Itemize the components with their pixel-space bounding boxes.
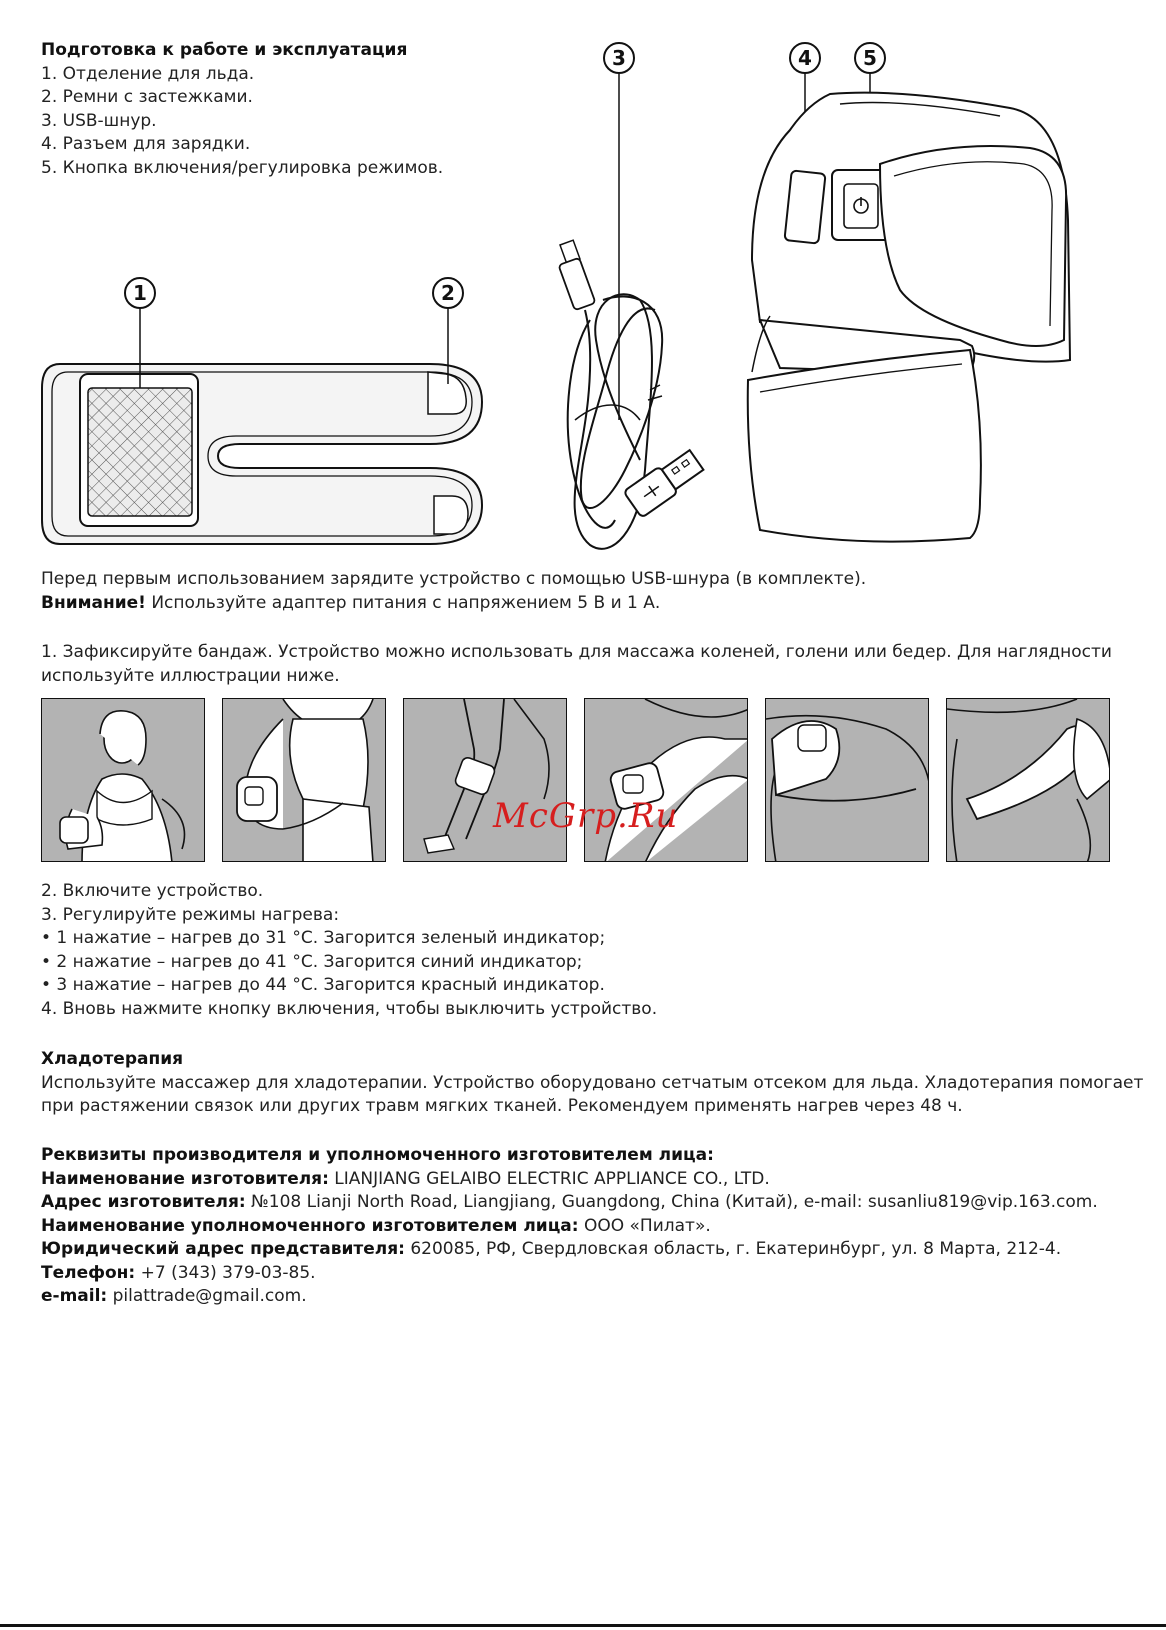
step-line: 4. Вновь нажмите кнопку включения, чтобы выключить устройство. — [41, 998, 658, 1019]
section-heading: Подготовка к работе и эксплуатация — [41, 40, 408, 60]
page-bottom-rule — [0, 1624, 1166, 1627]
manufacturer-row — [41, 1238, 1098, 1262]
step-line: • 3 нажатие – нагрев до 44 °C. Загорится красный индикатор. — [41, 975, 605, 995]
row-label: e-mail: — [41, 1286, 108, 1306]
watermark: McGrp.Ru — [493, 796, 679, 836]
manufacturer-row — [41, 1215, 1098, 1239]
section-heading: Реквизиты производителя и уполномоченного изготовителем лица: — [41, 1145, 714, 1165]
parts-list-item: 5. Кнопка включения/регулировка режимов. — [41, 157, 444, 178]
charging-section — [41, 568, 866, 615]
usage-illustration — [947, 699, 1110, 862]
step1-line: 1. Зафиксируйте бандаж. Устройство можно использовать для массажа коленей, голени или бедер. Для наглядности — [41, 642, 1112, 662]
warning-text: Используйте адаптер питания с напряжением 5 В и 1 А. — [145, 592, 661, 613]
step-line: 3. Регулируйте режимы нагрева: — [41, 904, 340, 925]
parts-list-item: 4. Разъем для зарядки. — [41, 134, 251, 154]
usage-illustration — [404, 699, 567, 862]
step1-section — [41, 641, 1112, 688]
steps-section — [41, 880, 657, 1021]
manufacturer-row — [41, 1191, 1098, 1215]
parts-list-item: 2. Ремни с застежками. — [41, 87, 253, 107]
usage-illustration — [42, 699, 205, 862]
cold-therapy-section — [41, 1048, 1143, 1119]
row-label: Адрес изготовителя: — [41, 1192, 246, 1212]
step-line: 2. Включите устройство. — [41, 881, 264, 901]
callout-5-label: 5 — [863, 46, 877, 70]
usage-panel-elbow — [222, 698, 386, 862]
parts-list-item: 3. USB-шнур. — [41, 110, 157, 131]
manufacturer-row — [41, 1285, 1098, 1309]
usage-panel-shoulder-back — [946, 698, 1110, 862]
row-value: LIANJIANG GELAIBO ELECTRIC APPLIANCE CO., LTD. — [328, 1168, 770, 1189]
usage-panel-knee — [403, 698, 567, 862]
manufacturer-row — [41, 1262, 1098, 1286]
manufacturer-section — [41, 1144, 1098, 1309]
usage-panel-forearm — [584, 698, 748, 862]
usage-panel-shoulder-front — [765, 698, 929, 862]
row-label: Телефон: — [41, 1262, 136, 1283]
callout-2-label: 2 — [441, 281, 455, 305]
callout-1 — [125, 278, 155, 308]
row-label: Наименование изготовителя: — [41, 1168, 329, 1189]
usage-panel-arm — [41, 698, 205, 862]
callout-5 — [855, 43, 885, 73]
callout-markers — [0, 0, 1166, 600]
callout-4-label: 4 — [798, 46, 812, 70]
charge-instruction: Перед первым использованием зарядите устройство с помощью USB-шнура (в комплекте). — [41, 569, 867, 589]
row-label: Юридический адрес представителя: — [41, 1239, 405, 1259]
cold-therapy-text: при растяжении связок или других травм мягких тканей. Рекомендуем применять нагрев через 48 ч. — [41, 1096, 963, 1116]
step1-line: используйте иллюстрации ниже. — [41, 665, 340, 686]
section-heading: Хладотерапия — [41, 1049, 184, 1069]
row-value: 620085, РФ, Свердловская область, г. Екатеринбург, ул. 8 Марта, 212-4. — [404, 1239, 1062, 1259]
callout-3 — [604, 43, 634, 73]
usage-illustration — [585, 699, 748, 862]
cold-therapy-text: Используйте массажер для хладотерапии. Устройство оборудовано сетчатым отсеком для льда. Хладотерапия помогает — [41, 1072, 1144, 1093]
charge-warning — [41, 592, 866, 616]
row-value: pilattrade@gmail.com. — [107, 1286, 307, 1306]
step-line: • 2 нажатие – нагрев до 41 °C. Загорится синий индикатор; — [41, 951, 583, 972]
callout-4 — [790, 43, 820, 73]
row-label: Наименование уполномоченного изготовителем лица: — [41, 1215, 579, 1236]
warning-label: Внимание! — [41, 592, 146, 613]
callout-1-label: 1 — [133, 281, 147, 305]
callout-2 — [433, 278, 463, 308]
row-value: ООО «Пилат». — [578, 1215, 711, 1236]
row-value: +7 (343) 379-03-85. — [135, 1262, 316, 1283]
usage-illustration — [766, 699, 929, 862]
row-value: №108 Lianji North Road, Liangjiang, Guangdong, China (Китай), e-mail: susanliu819@vip.163.com. — [245, 1192, 1098, 1212]
manufacturer-row — [41, 1168, 1098, 1192]
step-line: • 1 нажатие – нагрев до 31 °C. Загорится зеленый индикатор; — [41, 928, 606, 948]
usage-illustration — [223, 699, 386, 862]
callout-3-label: 3 — [612, 46, 626, 70]
parts-list-item: 1. Отделение для льда. — [41, 63, 255, 84]
